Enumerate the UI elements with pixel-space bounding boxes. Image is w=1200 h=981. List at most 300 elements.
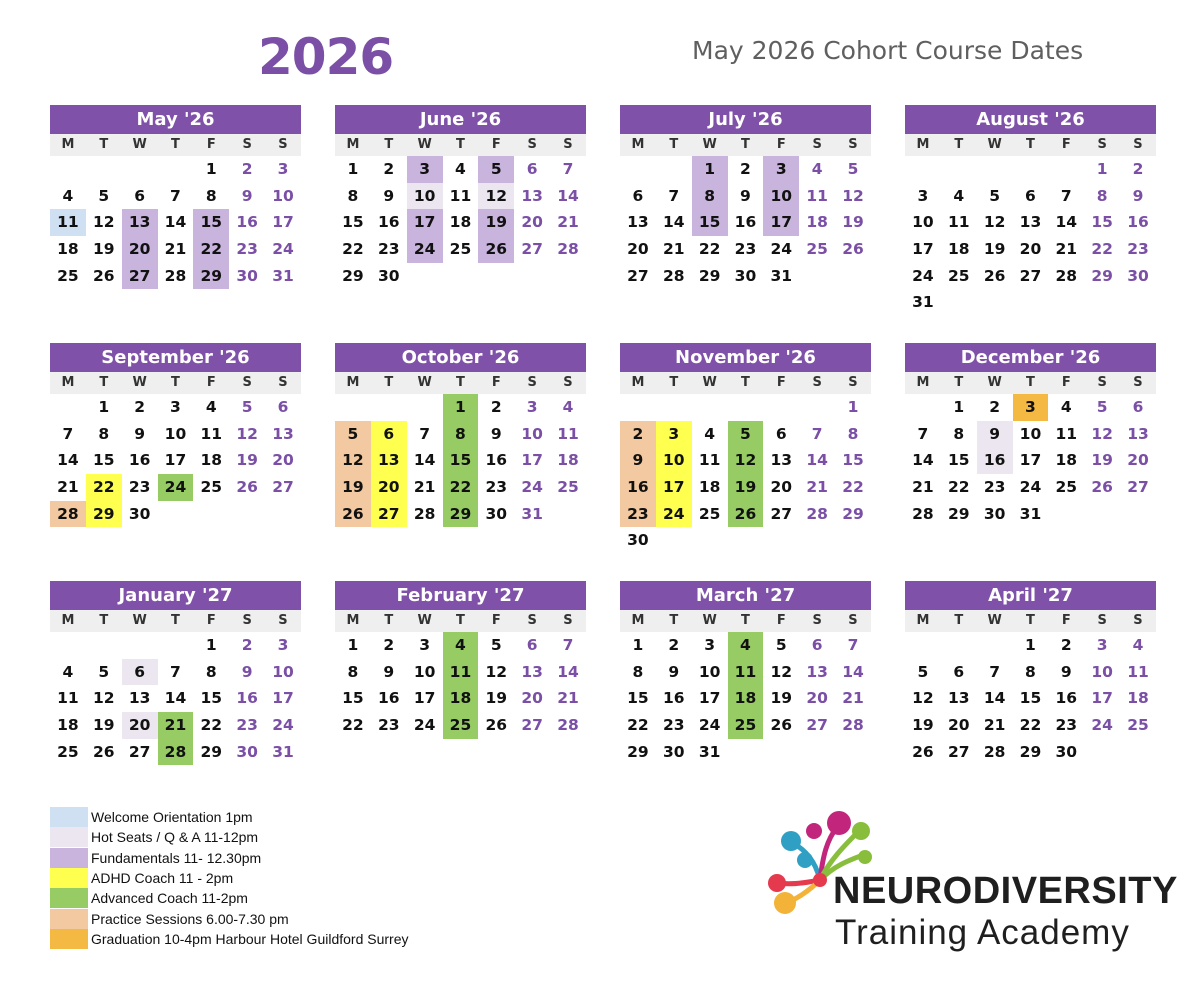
day-cell: 19 bbox=[983, 240, 1006, 259]
day-cell: 14 bbox=[842, 662, 864, 681]
day-cell: 5 bbox=[989, 186, 1000, 205]
day-cell: 1 bbox=[205, 636, 217, 654]
day-cell: 21 bbox=[557, 689, 579, 708]
day-cell: 31 bbox=[272, 266, 294, 285]
day-cell: 23 bbox=[734, 240, 757, 259]
highlighted-day-cell: 18 bbox=[443, 685, 479, 712]
day-cell: 30 bbox=[983, 504, 1006, 523]
highlighted-day-cell: 5 bbox=[478, 156, 514, 183]
day-cell: 30 bbox=[662, 742, 685, 761]
day-cell: 16 bbox=[485, 451, 508, 470]
day-cell: 18 bbox=[57, 240, 79, 259]
highlighted-day-cell: 1 bbox=[443, 394, 479, 421]
weekday-label: W bbox=[132, 613, 147, 628]
day-grid bbox=[620, 156, 871, 289]
day-cell: 8 bbox=[347, 186, 359, 205]
day-cell: 15 bbox=[200, 689, 223, 708]
weekday-label: F bbox=[206, 375, 216, 390]
day-cell: 9 bbox=[740, 186, 751, 205]
day-cell: 29 bbox=[698, 266, 721, 285]
day-cell: 25 bbox=[557, 478, 579, 497]
empty-day-cell bbox=[905, 632, 941, 659]
day-cell: 29 bbox=[200, 742, 223, 761]
month-title: December '26 bbox=[905, 343, 1156, 372]
day-cell: 13 bbox=[947, 689, 970, 708]
highlighted-day-cell: 13 bbox=[122, 209, 158, 236]
month-title: June '26 bbox=[335, 105, 586, 134]
day-cell: 7 bbox=[668, 186, 680, 205]
day-cell: 12 bbox=[912, 689, 934, 708]
day-cell: 26 bbox=[770, 716, 793, 735]
day-cell: 12 bbox=[92, 689, 115, 708]
weekday-label: T bbox=[669, 375, 679, 390]
day-cell: 31 bbox=[912, 293, 934, 312]
weekday-header bbox=[335, 134, 586, 156]
month-calendar bbox=[50, 581, 301, 765]
day-grid bbox=[335, 632, 586, 739]
highlighted-day-cell: 5 bbox=[335, 421, 371, 448]
weekday-label: M bbox=[916, 613, 930, 628]
month-title: November '26 bbox=[620, 343, 871, 372]
highlighted-day-cell: 25 bbox=[728, 712, 764, 739]
day-cell: 28 bbox=[557, 716, 579, 735]
day-cell: 24 bbox=[1019, 478, 1042, 497]
weekday-label: S bbox=[848, 613, 858, 628]
legend-item bbox=[50, 868, 409, 888]
empty-day-cell bbox=[371, 394, 407, 421]
day-cell: 10 bbox=[698, 662, 721, 681]
day-cell: 27 bbox=[521, 716, 543, 735]
highlighted-day-cell: 15 bbox=[443, 447, 479, 474]
weekday-label: W bbox=[132, 375, 147, 390]
highlighted-day-cell: 6 bbox=[122, 659, 158, 686]
weekday-label: F bbox=[491, 137, 501, 152]
legend bbox=[50, 807, 409, 949]
day-cell: 15 bbox=[342, 213, 364, 232]
day-cell: 19 bbox=[912, 716, 934, 735]
highlighted-day-cell: 6 bbox=[371, 421, 407, 448]
day-cell: 3 bbox=[170, 398, 181, 416]
highlighted-day-cell: 9 bbox=[977, 421, 1013, 448]
month-calendar bbox=[335, 105, 586, 289]
highlighted-day-cell: 11 bbox=[728, 659, 764, 686]
day-cell: 17 bbox=[272, 213, 294, 232]
day-cell: 7 bbox=[62, 424, 74, 443]
day-cell: 6 bbox=[1025, 186, 1036, 205]
day-cell: 30 bbox=[236, 266, 258, 285]
weekday-label: T bbox=[456, 613, 465, 628]
highlighted-day-cell: 10 bbox=[656, 447, 692, 474]
weekday-label: T bbox=[99, 613, 109, 628]
day-cell: 19 bbox=[485, 689, 508, 708]
day-cell: 2 bbox=[241, 160, 253, 178]
month-calendar bbox=[905, 581, 1156, 765]
day-cell: 9 bbox=[383, 662, 395, 681]
day-cell: 6 bbox=[1132, 398, 1144, 416]
legend-label: Advanced Coach 11-2pm bbox=[91, 890, 248, 907]
weekday-label: T bbox=[1026, 613, 1035, 628]
weekday-label: M bbox=[61, 137, 75, 152]
day-cell: 5 bbox=[847, 160, 859, 178]
day-cell: 8 bbox=[632, 662, 644, 681]
day-cell: 27 bbox=[806, 716, 828, 735]
empty-day-cell bbox=[656, 156, 692, 183]
day-cell: 16 bbox=[236, 689, 258, 708]
day-cell: 15 bbox=[1091, 213, 1113, 232]
weekday-label: S bbox=[278, 137, 288, 152]
day-cell: 22 bbox=[342, 240, 364, 259]
highlighted-day-cell: 8 bbox=[443, 421, 479, 448]
highlighted-day-cell: 11 bbox=[443, 659, 479, 686]
day-cell: 11 bbox=[200, 424, 223, 443]
day-cell: 13 bbox=[128, 689, 151, 708]
day-cell: 18 bbox=[947, 240, 970, 259]
month-title: May '26 bbox=[50, 105, 301, 134]
month-calendar bbox=[50, 105, 301, 289]
highlighted-day-cell: 28 bbox=[50, 501, 86, 528]
weekday-label: S bbox=[527, 613, 537, 628]
highlighted-day-cell: 15 bbox=[193, 209, 229, 236]
day-cell: 18 bbox=[57, 716, 79, 735]
weekday-label: S bbox=[563, 375, 573, 390]
day-cell: 8 bbox=[205, 186, 217, 205]
weekday-label: M bbox=[61, 613, 75, 628]
day-cell: 21 bbox=[912, 478, 934, 497]
day-cell: 6 bbox=[632, 186, 644, 205]
highlighted-day-cell: 24 bbox=[656, 501, 692, 528]
day-cell: 28 bbox=[806, 504, 828, 523]
day-cell: 14 bbox=[57, 451, 79, 470]
empty-day-cell bbox=[620, 156, 656, 183]
day-cell: 27 bbox=[272, 478, 294, 497]
day-cell: 8 bbox=[1096, 186, 1108, 205]
day-cell: 28 bbox=[1055, 266, 1078, 285]
highlighted-day-cell: 16 bbox=[620, 474, 656, 501]
day-cell: 17 bbox=[164, 451, 187, 470]
day-cell: 30 bbox=[734, 266, 757, 285]
day-cell: 5 bbox=[241, 398, 253, 416]
weekday-label: S bbox=[1097, 613, 1107, 628]
legend-item bbox=[50, 929, 409, 949]
day-cell: 14 bbox=[662, 213, 685, 232]
day-cell: 25 bbox=[57, 266, 79, 285]
day-cell: 11 bbox=[57, 689, 79, 708]
day-cell: 14 bbox=[557, 662, 579, 681]
day-cell: 4 bbox=[704, 424, 715, 443]
month-title: January '27 bbox=[50, 581, 301, 610]
empty-day-cell bbox=[620, 394, 656, 421]
weekday-label: W bbox=[987, 137, 1002, 152]
weekday-label: T bbox=[1026, 137, 1035, 152]
day-cell: 30 bbox=[377, 266, 400, 285]
day-cell: 19 bbox=[770, 689, 793, 708]
day-cell: 24 bbox=[770, 240, 793, 259]
day-cell: 23 bbox=[983, 478, 1006, 497]
day-cell: 7 bbox=[811, 424, 823, 443]
day-cell: 22 bbox=[698, 240, 721, 259]
legend-swatch bbox=[50, 868, 88, 888]
weekday-label: T bbox=[669, 613, 679, 628]
day-cell: 23 bbox=[236, 240, 258, 259]
day-cell: 21 bbox=[806, 478, 828, 497]
highlighted-day-cell: 28 bbox=[158, 739, 194, 766]
day-cell: 10 bbox=[1091, 662, 1113, 681]
day-cell: 5 bbox=[98, 662, 110, 681]
highlighted-day-cell: 24 bbox=[158, 474, 194, 501]
day-cell: 27 bbox=[1019, 266, 1042, 285]
day-cell: 17 bbox=[912, 240, 934, 259]
weekday-label: W bbox=[132, 137, 147, 152]
day-cell: 10 bbox=[164, 424, 187, 443]
day-cell: 11 bbox=[947, 213, 970, 232]
day-cell: 22 bbox=[1091, 240, 1113, 259]
day-cell: 31 bbox=[272, 742, 294, 761]
legend-swatch bbox=[50, 888, 88, 908]
day-cell: 7 bbox=[562, 636, 574, 654]
day-cell: 30 bbox=[236, 742, 258, 761]
day-cell: 6 bbox=[526, 636, 538, 654]
day-cell: 12 bbox=[1091, 424, 1113, 443]
weekday-label: S bbox=[278, 613, 288, 628]
day-cell: 9 bbox=[134, 424, 145, 443]
weekday-label: T bbox=[954, 137, 964, 152]
legend-label: ADHD Coach 11 - 2pm bbox=[91, 870, 234, 887]
day-cell: 18 bbox=[200, 451, 223, 470]
day-cell: 4 bbox=[562, 398, 574, 416]
highlighted-day-cell: 21 bbox=[158, 712, 194, 739]
day-cell: 1 bbox=[347, 636, 359, 654]
day-cell: 20 bbox=[272, 451, 294, 470]
day-cell: 15 bbox=[1019, 689, 1042, 708]
day-cell: 27 bbox=[627, 266, 649, 285]
day-cell: 10 bbox=[272, 186, 294, 205]
legend-swatch bbox=[50, 929, 88, 949]
day-cell: 17 bbox=[698, 689, 721, 708]
highlighted-day-cell: 24 bbox=[407, 236, 443, 263]
day-cell: 29 bbox=[1019, 742, 1042, 761]
weekday-header bbox=[50, 372, 301, 394]
day-cell: 9 bbox=[383, 186, 395, 205]
day-cell: 30 bbox=[485, 504, 508, 523]
month-title: March '27 bbox=[620, 581, 871, 610]
day-cell: 26 bbox=[485, 716, 508, 735]
weekday-label: M bbox=[631, 375, 645, 390]
day-cell: 24 bbox=[272, 716, 294, 735]
day-cell: 14 bbox=[413, 451, 436, 470]
day-cell: 7 bbox=[562, 160, 574, 178]
highlighted-day-cell: 5 bbox=[728, 421, 764, 448]
legend-label: Fundamentals 11- 12.30pm bbox=[91, 849, 262, 866]
day-cell: 18 bbox=[1127, 689, 1149, 708]
day-cell: 26 bbox=[983, 266, 1006, 285]
day-cell: 23 bbox=[1127, 240, 1149, 259]
day-cell: 12 bbox=[485, 662, 508, 681]
weekday-label: S bbox=[278, 375, 288, 390]
day-cell: 22 bbox=[842, 478, 864, 497]
day-cell: 1 bbox=[1096, 160, 1108, 178]
highlighted-day-cell: 4 bbox=[443, 632, 479, 659]
day-cell: 20 bbox=[947, 716, 970, 735]
day-cell: 16 bbox=[236, 213, 258, 232]
highlighted-day-cell: 3 bbox=[407, 156, 443, 183]
weekday-label: M bbox=[916, 137, 930, 152]
day-cell: 28 bbox=[662, 266, 685, 285]
weekday-label: W bbox=[702, 375, 717, 390]
highlighted-day-cell: 3 bbox=[656, 421, 692, 448]
day-cell: 13 bbox=[521, 186, 543, 205]
day-cell: 24 bbox=[698, 716, 721, 735]
weekday-label: F bbox=[206, 613, 216, 628]
empty-day-cell bbox=[977, 156, 1013, 183]
day-grid bbox=[620, 394, 871, 554]
empty-day-cell bbox=[122, 156, 158, 183]
day-cell: 27 bbox=[1127, 478, 1149, 497]
empty-day-cell bbox=[763, 394, 799, 421]
highlighted-day-cell: 18 bbox=[728, 685, 764, 712]
day-cell: 19 bbox=[236, 451, 258, 470]
day-cell: 9 bbox=[241, 186, 253, 205]
highlighted-day-cell: 20 bbox=[371, 474, 407, 501]
day-grid bbox=[335, 156, 586, 289]
day-cell: 21 bbox=[164, 240, 187, 259]
legend-item bbox=[50, 888, 409, 908]
day-cell: 2 bbox=[383, 636, 395, 654]
day-cell: 19 bbox=[92, 716, 115, 735]
day-cell: 7 bbox=[170, 186, 181, 205]
weekday-header bbox=[620, 610, 871, 632]
day-cell: 15 bbox=[842, 451, 864, 470]
day-cell: 8 bbox=[98, 424, 110, 443]
day-cell: 24 bbox=[521, 478, 543, 497]
weekday-label: F bbox=[491, 613, 501, 628]
highlighted-day-cell: 12 bbox=[335, 447, 371, 474]
day-cell: 8 bbox=[847, 424, 859, 443]
day-cell: 22 bbox=[1019, 716, 1042, 735]
highlighted-day-cell: 17 bbox=[656, 474, 692, 501]
highlighted-day-cell: 26 bbox=[728, 501, 764, 528]
weekday-label: T bbox=[171, 613, 180, 628]
weekday-label: T bbox=[1026, 375, 1035, 390]
highlighted-day-cell: 1 bbox=[692, 156, 728, 183]
day-grid bbox=[620, 632, 871, 765]
day-cell: 25 bbox=[806, 240, 828, 259]
day-cell: 2 bbox=[740, 160, 751, 178]
day-cell: 16 bbox=[128, 451, 151, 470]
weekday-label: T bbox=[171, 375, 180, 390]
weekday-label: S bbox=[1133, 375, 1143, 390]
day-cell: 4 bbox=[62, 662, 74, 681]
day-cell: 22 bbox=[200, 716, 223, 735]
day-grid bbox=[50, 394, 301, 527]
logo-wordmark-line1: NEURODIVERSITY bbox=[833, 870, 1178, 912]
highlighted-day-cell: 4 bbox=[728, 632, 764, 659]
day-cell: 16 bbox=[377, 689, 400, 708]
day-cell: 7 bbox=[1060, 186, 1072, 205]
weekday-label: S bbox=[242, 375, 252, 390]
day-cell: 11 bbox=[557, 424, 579, 443]
legend-swatch bbox=[50, 827, 88, 847]
day-cell: 8 bbox=[347, 662, 359, 681]
day-cell: 10 bbox=[521, 424, 543, 443]
day-cell: 23 bbox=[485, 478, 508, 497]
highlighted-day-cell: 2 bbox=[620, 421, 656, 448]
day-grid bbox=[50, 632, 301, 765]
day-cell: 1 bbox=[98, 398, 110, 416]
month-calendar bbox=[620, 105, 871, 289]
weekday-label: F bbox=[776, 137, 786, 152]
day-cell: 2 bbox=[1060, 636, 1072, 654]
day-cell: 17 bbox=[521, 451, 543, 470]
day-cell: 5 bbox=[1096, 398, 1108, 416]
day-cell: 24 bbox=[413, 716, 436, 735]
legend-swatch bbox=[50, 807, 88, 827]
day-cell: 18 bbox=[806, 213, 828, 232]
month-calendar bbox=[620, 343, 871, 554]
highlighted-day-cell: 29 bbox=[86, 501, 122, 528]
day-cell: 25 bbox=[1055, 478, 1078, 497]
day-cell: 30 bbox=[1055, 742, 1078, 761]
highlighted-day-cell: 22 bbox=[86, 474, 122, 501]
day-cell: 23 bbox=[662, 716, 685, 735]
day-cell: 26 bbox=[92, 266, 115, 285]
day-cell: 28 bbox=[842, 716, 864, 735]
day-cell: 14 bbox=[983, 689, 1006, 708]
legend-item bbox=[50, 807, 409, 827]
day-cell: 9 bbox=[241, 662, 253, 681]
legend-item bbox=[50, 827, 409, 847]
month-calendar bbox=[620, 581, 871, 765]
day-cell: 20 bbox=[770, 478, 793, 497]
day-cell: 11 bbox=[449, 186, 472, 205]
weekday-label: S bbox=[812, 613, 822, 628]
weekday-label: T bbox=[741, 375, 750, 390]
day-cell: 12 bbox=[236, 424, 258, 443]
day-cell: 30 bbox=[1127, 266, 1149, 285]
day-cell: 20 bbox=[627, 240, 649, 259]
day-cell: 1 bbox=[953, 398, 965, 416]
day-cell: 6 bbox=[134, 186, 145, 205]
empty-day-cell bbox=[728, 394, 764, 421]
day-grid bbox=[905, 632, 1156, 765]
day-cell: 31 bbox=[770, 266, 793, 285]
highlighted-day-cell: 3 bbox=[763, 156, 799, 183]
highlighted-day-cell: 20 bbox=[122, 712, 158, 739]
day-cell: 14 bbox=[557, 186, 579, 205]
weekday-label: S bbox=[812, 375, 822, 390]
weekday-label: T bbox=[99, 375, 109, 390]
day-cell: 2 bbox=[490, 398, 502, 416]
day-cell: 5 bbox=[917, 662, 929, 681]
day-cell: 30 bbox=[128, 504, 151, 523]
weekday-label: W bbox=[417, 375, 432, 390]
weekday-label: W bbox=[702, 613, 717, 628]
weekday-header bbox=[905, 372, 1156, 394]
highlighted-day-cell: 22 bbox=[443, 474, 479, 501]
day-cell: 22 bbox=[947, 478, 970, 497]
day-cell: 16 bbox=[734, 213, 757, 232]
highlighted-day-cell: 10 bbox=[763, 183, 799, 210]
day-cell: 3 bbox=[704, 636, 715, 654]
legend-label: Graduation 10-4pm Harbour Hotel Guildford Surrey bbox=[91, 930, 409, 947]
weekday-label: S bbox=[563, 137, 573, 152]
day-cell: 16 bbox=[1055, 689, 1078, 708]
weekday-label: T bbox=[456, 137, 465, 152]
day-cell: 7 bbox=[917, 424, 929, 443]
day-cell: 5 bbox=[490, 636, 502, 654]
empty-day-cell bbox=[799, 394, 835, 421]
day-cell: 23 bbox=[236, 716, 258, 735]
day-cell: 19 bbox=[92, 240, 115, 259]
